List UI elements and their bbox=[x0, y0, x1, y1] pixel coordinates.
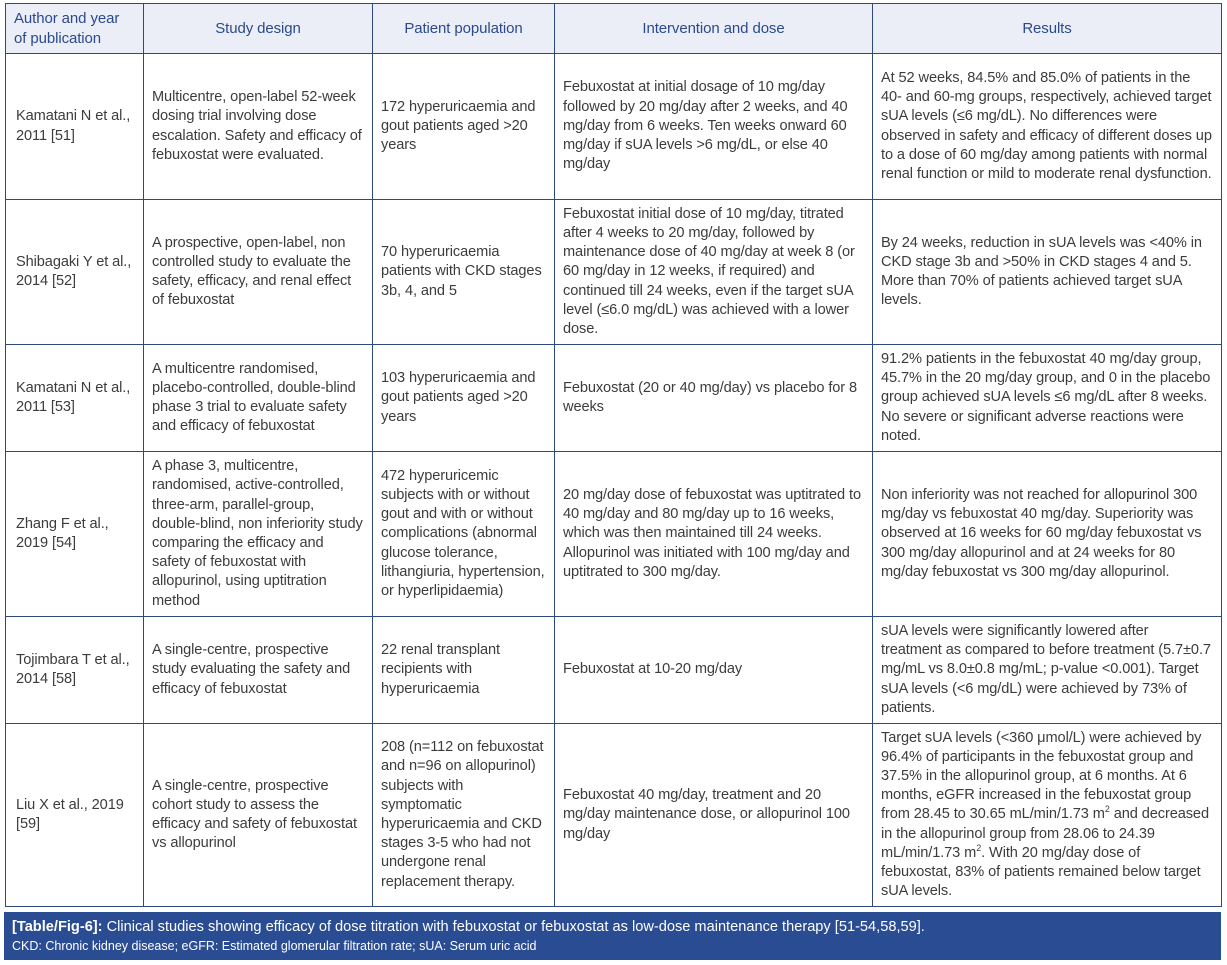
cell-design: A phase 3, multicentre, randomised, active-controlled, three-arm, parallel-group, double-blind, non inferiority study comparing the efficacy and safety of febuxostat with allopurinol, using uptitration method bbox=[144, 452, 373, 617]
table-row bbox=[6, 54, 1222, 200]
cell-results: 91.2% patients in the febuxostat 40 mg/day group, 45.7% in the 20 mg/day group, and 0 in the placebo group achieved sUA levels ≤6 mg/dL after 8 weeks. No severe or significant adverse reactions were noted. bbox=[873, 345, 1222, 452]
cell-author: Liu X et al., 2019 [59] bbox=[6, 724, 144, 907]
header-intervention-dose: Intervention and dose bbox=[555, 4, 873, 54]
header-results: Results bbox=[873, 4, 1222, 54]
table-row bbox=[6, 724, 1222, 907]
caption-title bbox=[12, 917, 1213, 937]
header-author-year: Author and year of publication bbox=[6, 4, 144, 54]
cell-results: At 52 weeks, 84.5% and 85.0% of patients in the 40- and 60-mg groups, respectively, achieved target sUA levels (≤6 mg/dL). No differences were observed in safety and efficacy of different doses up to a dose of 60 mg/day among patients with normal renal function or mild to moderate renal dysfunction. bbox=[873, 54, 1222, 200]
cell-population: 70 hyperuricaemia patients with CKD stages 3b, 4, and 5 bbox=[373, 200, 555, 345]
superscript: 2 bbox=[976, 842, 982, 853]
cell-design: A prospective, open-label, non controlled study to evaluate the safety, efficacy, and renal effect of febuxostat bbox=[144, 200, 373, 345]
cell-intervention: Febuxostat (20 or 40 mg/day) vs placebo for 8 weeks bbox=[555, 345, 873, 452]
table-row bbox=[6, 452, 1222, 617]
table-caption bbox=[4, 912, 1221, 960]
header-patient-population: Patient population bbox=[373, 4, 555, 54]
cell-intervention: Febuxostat initial dose of 10 mg/day, titrated after 4 weeks to 20 mg/day, followed by maintenance dose of 40 mg/day at week 8 (or 60 mg/day in 12 weeks, if required) and continued till 24 weeks, even if the target sUA level (≤6.0 mg/dL) was achieved with a lower dose. bbox=[555, 200, 873, 345]
cell-author: Zhang F et al., 2019 [54] bbox=[6, 452, 144, 617]
cell-design: A single-centre, prospective cohort study to assess the efficacy and safety of febuxostat vs allopurinol bbox=[144, 724, 373, 907]
cell-author: Tojimbara T et al., 2014 [58] bbox=[6, 617, 144, 724]
cell-results: sUA levels were significantly lowered after treatment as compared to before treatment (5.7±0.7 mg/mL vs 8.0±0.8 mg/mL; p-value <0.001). Target sUA levels (<6 mg/dL) were achieved by 73% of patients. bbox=[873, 617, 1222, 724]
cell-intervention: 20 mg/day dose of febuxostat was uptitrated to 40 mg/day and 80 mg/day up to 16 weeks, which was then maintained till 24 weeks. Allopurinol was initiated with 100 mg/day and uptitrated to 300 mg/day. bbox=[555, 452, 873, 617]
caption-footnote: CKD: Chronic kidney disease; eGFR: Estimated glomerular filtration rate; sUA: Serum uric acid bbox=[12, 939, 537, 953]
results-text-a: Target sUA levels (<360 μmol/L) were achieved by 96.4% of participants in the febuxostat group and 37.5% in the allopurinol group, at 6 months. At 6 months, eGFR increased in the febuxostat group from 28.45 to 30.65 mL/min/1.73 m bbox=[881, 729, 1202, 823]
cell-design: A multicentre randomised, placebo-controlled, double-blind phase 3 trial to evaluate safety and efficacy of febuxostat bbox=[144, 345, 373, 452]
superscript: 2 bbox=[1104, 804, 1110, 815]
cell-author: Kamatani N et al., 2011 [51] bbox=[6, 54, 144, 200]
cell-population: 22 renal transplant recipients with hyperuricaemia bbox=[373, 617, 555, 724]
table-row bbox=[6, 200, 1222, 345]
cell-results: By 24 weeks, reduction in sUA levels was <40% in CKD stage 3b and >50% in CKD stages 4 and 5. More than 70% of patients achieved target sUA levels. bbox=[873, 200, 1222, 345]
cell-design: Multicentre, open-label 52-week dosing trial involving dose escalation. Safety and efficacy of febuxostat were evaluated. bbox=[144, 54, 373, 200]
caption-label: [Table/Fig-6]: bbox=[12, 919, 103, 935]
table-container bbox=[5, 3, 1221, 907]
cell-intervention: Febuxostat 40 mg/day, treatment and 20 mg/day maintenance dose, or allopurinol 100 mg/day bbox=[555, 724, 873, 907]
cell-population: 172 hyperuricaemia and gout patients aged >20 years bbox=[373, 54, 555, 200]
clinical-studies-table bbox=[5, 3, 1222, 907]
results-text-c: . With 20 mg/day dose of febuxostat, 83% of patients remained below target sUA levels. bbox=[881, 844, 1201, 900]
caption-text: Clinical studies showing efficacy of dose titration with febuxostat or febuxostat as low-dose maintenance therapy [51-54,58,59]. bbox=[102, 919, 925, 935]
cell-results bbox=[873, 724, 1222, 907]
cell-population: 472 hyperuricemic subjects with or without gout and with or without complications (abnormal glucose tolerance, lithangiuria, hypertension, or hyperlipidaemia) bbox=[373, 452, 555, 617]
cell-design: A single-centre, prospective study evaluating the safety and efficacy of febuxostat bbox=[144, 617, 373, 724]
cell-population: 103 hyperuricaemia and gout patients aged >20 years bbox=[373, 345, 555, 452]
table-row bbox=[6, 617, 1222, 724]
header-study-design: Study design bbox=[144, 4, 373, 54]
cell-intervention: Febuxostat at initial dosage of 10 mg/day followed by 20 mg/day after 2 weeks, and 40 mg/day from 6 weeks. Ten weeks onward 60 mg/day if sUA levels >6 mg/dL, or else 40 mg/day bbox=[555, 54, 873, 200]
cell-intervention: Febuxostat at 10-20 mg/day bbox=[555, 617, 873, 724]
results-text-b: and decreased in the allopurinol group from 28.06 to 24.39 mL/min/1.73 m bbox=[881, 806, 1209, 861]
table-row bbox=[6, 345, 1222, 452]
cell-population: 208 (n=112 on febuxostat and n=96 on allopurinol) subjects with symptomatic hyperuricaemia and CKD stages 3-5 who had not undergone renal replacement therapy. bbox=[373, 724, 555, 907]
cell-author: Kamatani N et al., 2011 [53] bbox=[6, 345, 144, 452]
cell-author: Shibagaki Y et al., 2014 [52] bbox=[6, 200, 144, 345]
cell-results: Non inferiority was not reached for allopurinol 300 mg/day vs febuxostat 40 mg/day. Superiority was observed at 16 weeks for 60 mg/day febuxostat vs 300 mg/day allopurinol and at 24 weeks for 80 mg/day febuxostat vs 300 mg/day allopurinol. bbox=[873, 452, 1222, 617]
header-row bbox=[6, 4, 1222, 54]
